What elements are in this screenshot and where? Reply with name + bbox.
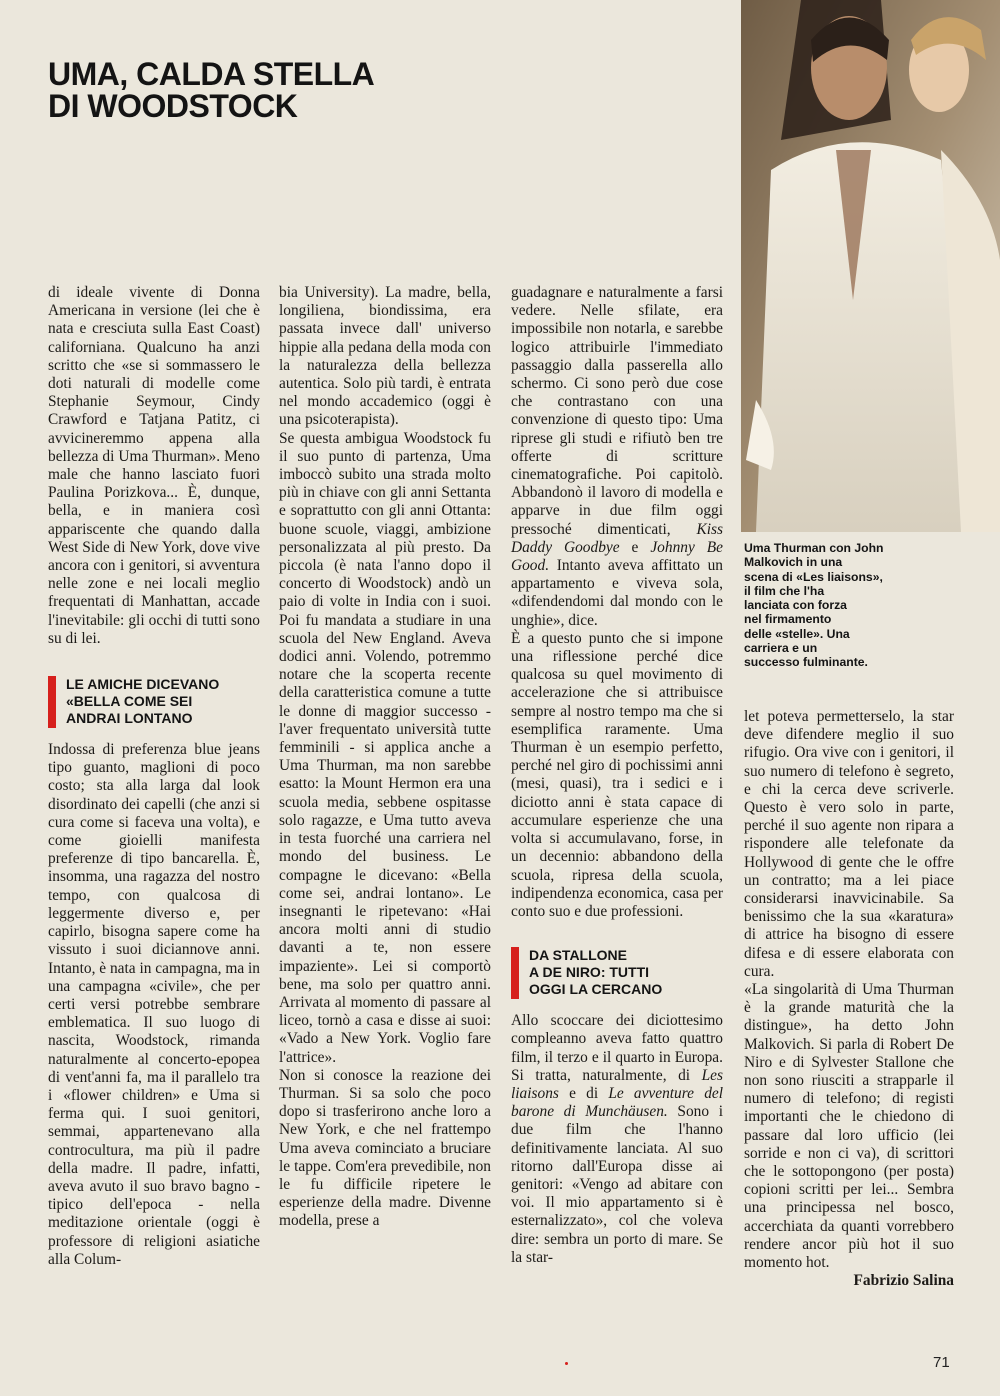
caption-line: nel firmamento bbox=[744, 612, 832, 627]
red-accent-bar bbox=[48, 676, 56, 728]
subheading-line: ANDRAI LONTANO bbox=[66, 710, 193, 727]
film-title: Kiss Daddy Goodbye bbox=[511, 520, 723, 556]
red-accent-bar bbox=[511, 947, 519, 999]
headline-line-1: UMA, CALDA STELLA bbox=[48, 56, 375, 92]
paragraph: let poteva permetterselo, la star deve difendere meglio il suo rifugio. Ora vive con i genitori, il suo numero di telefono è segreto, e chi la cerca deve scriverle. Questo è vero solo in parte, perché il suo agente non ripara a rispondere alle telefonate da Hollywood di gente che le offre un contratto; ma a lei piace considerarsi inavvicinabile. Sa benissimo che la sua «karatura» di attrice ha bisogno di essere difesa e di essere elaborata con cura. bbox=[744, 708, 954, 980]
text-run: Allo scoccare dei diciottesimo compleanno aveva fatto quattro film, il terzo e il quarto in Europa. Si tratta, naturalmente, di bbox=[511, 1012, 723, 1084]
caption-line: scena di «Les liaisons», bbox=[744, 569, 883, 584]
paragraph: Se questa ambigua Woodstock fu il suo punto di partenza, Uma imboccò subito una strada molto più in chiave con gli anni Settanta e soprattutto con gli anni Ottanta: buone scuole, viaggi, ambizione personalizzata al più presto. Da piccola (è nata l'anno dopo il concerto di Woodstock) andò un paio di volte in India con i suoi. Poi fu mandata a studiare in una scuola del New England. Aveva dodici anni. Volendo, potremmo notare che la scoperta recente della caratteristica comune a tutte le donne di maggior successo - l'aver frequentato università tutte femminili - si applica anche a Uma Thurman, ma non sarebbe esatto: la Mount Hermon era una scuola media, sebbene ospitasse solo ragazze, e Uma tutto aveva in testa fuorché una carriera nel mondo del business. Le compagne le dicevano: «Bella come sei, andrai lontano». Le insegnanti le ripetevano: «Hai ancora molti anni di studio davanti a te, non essere impaziente». Lei si comportò bene, ma solo per quattro anni. Arrivata al momento di passare al liceo, tornò a casa e disse ai suoi: «Vado a New York. Voglio fare l'attrice». bbox=[279, 429, 491, 1066]
text-run: Intanto aveva affittato un appartamento e viveva sola, «difendendomi dal mondo con le unghie», dice. bbox=[511, 557, 723, 629]
page-number: 71 bbox=[933, 1354, 950, 1371]
subheading-line: A DE NIRO: TUTTI bbox=[529, 964, 650, 981]
headline-line-2: DI WOODSTOCK bbox=[48, 88, 298, 124]
paragraph: Non si conosce la reazione dei Thurman. Si sa solo che poco dopo si trasferirono anche loro a New York, e che nel frattempo Uma aveva cominciato a bruciare le tappe. Com'era prevedibile, non le fu difficile ripetere le esperienze della madre. Divenne modella, prese a bbox=[279, 1066, 491, 1230]
paragraph bbox=[511, 284, 723, 630]
article-photo bbox=[741, 0, 1000, 532]
text-run: e di bbox=[569, 1084, 599, 1102]
text-column-3 bbox=[511, 284, 723, 1267]
paragraph: di ideale vivente di Donna Americana in versione (lei che è nata e cresciuta sulla East Coast) californiana. Qualcuno ha anzi scritto che «se si sommassero le doti naturali di modelle come Stephanie Seymour, Cindy Crawford e Tatjana Patitz, ci avvicineremmo appena alla bellezza di Uma Thurman». Meno male che hanno lasciato fuori Paulina Porizkova... È, dunque, bella, e in maniera così appariscente che quando dalla West Side di New York, dove vive ancora con i genitori, si avventura nelle zone e nei locali meglio frequentati di Manhattan, accade l'inevitabile: gli occhi di tutti sono su di lei. bbox=[48, 284, 260, 647]
film-title: Les liaisons bbox=[511, 1066, 723, 1102]
subheading-1 bbox=[48, 676, 260, 727]
text-column-1 bbox=[48, 284, 260, 1269]
headline bbox=[48, 58, 688, 122]
caption-line: Uma Thurman con John bbox=[744, 541, 884, 555]
film-title: Le avventure del barone di Munchäusen. bbox=[511, 1084, 723, 1121]
print-mark bbox=[565, 1362, 568, 1365]
caption-line: delle «stelle». Una bbox=[744, 626, 850, 641]
text-run: Sono i due film che l'hanno definitivamente lanciata. Al suo ritorno dall'Europa disse ai genitori: «Vengo ad abitare con voi. Il mio appartamento si è esternalizzato», col che voleva dire: sembra un porto di mare. Se la star- bbox=[511, 1103, 723, 1266]
text-column-4 bbox=[744, 708, 954, 1291]
subheading-line: DA STALLONE bbox=[529, 947, 627, 964]
paragraph: bia University). La madre, bella, longiliena, biondissima, era passata invece dall' universo hippie alla pedana della moda con la naturalezza della bellezza autentica. Solo più tardi, è entrata nel mondo accademico (oggi è una psicoterapista). bbox=[279, 284, 491, 429]
caption-line: carriera e un bbox=[744, 641, 818, 656]
caption-line: successo fulminante. bbox=[744, 655, 868, 670]
subheading-line: OGGI LA CERCANO bbox=[529, 981, 663, 998]
photo-illustration bbox=[741, 0, 1000, 532]
film-title: Johnny Be Good. bbox=[511, 538, 723, 575]
paragraph: «La singolarità di Uma Thurman è la grande maturità che la distingue», ha detto John Malkovich. Si parla di Robert De Niro e di Sylvester Stallone che non sono riusciti a strapparle il numero di telefono; di registi importanti che le chiedono di passare dal loro ufficio (lei sorride e non ci va), di scrittori che le sottopongono (per posta) copioni scritti per lei... Sembra una principessa nel bosco, accerchiata da quanti vorrebbero rendere ancor più hot il suo momento hot. bbox=[744, 981, 954, 1272]
caption-line: Malkovich in una bbox=[744, 555, 843, 570]
caption-line: il film che l'ha bbox=[744, 583, 825, 598]
paragraph bbox=[511, 1012, 723, 1267]
paragraph: Indossa di preferenza blue jeans tipo guanto, maglioni di poco costo; sta alla larga dal look disordinato dei capelli (che anzi si cura come si faceva una volta), e come gioielli manifesta preferenze di tipo bancarella. È, insomma, una ragazza del nostro tempo, con qualcosa di leggermente diverso e, per capirlo, bisogna sapere come ha vissuto i suoi diciannove anni. Intanto, è nata in campagna, ma in una campagna «civile», che per certi versi potrebbe sembrare emblematica. Il suo luogo di nascita, Woodstock, rimanda naturalmente al concerto-epopea di vent'anni fa, ma il parallelo tra i «flower children» e Uma si ferma qui. I suoi genitori, semmai, appartenevano alla controcultura, ma più il padre della madre. Il padre, infatti, aveva avuto il suo bravo bagno - tipico dell'epoca - nella meditazione orientale (oggi è professore di religioni asiatiche alla Colum- bbox=[48, 741, 260, 1268]
text-run: guadagnare e naturalmente a farsi vedere. Nelle sfilate, era impossibile non notarla, e sarebbe logico attribuirle l'immediato passaggio dalla passerella allo schermo. Ci sono però due cose che contrastano con una convenzione di questo tipo: Uma riprese gli studi e rifiutò ben tre offerte di scritture cinematografiche. Poi capitolò. Abbandonò il lavoro di modella e apparve in due film oggi pressoché dimenticati, bbox=[511, 284, 723, 538]
subheading-line: LE AMICHE DICEVANO bbox=[66, 676, 220, 693]
subheading-2 bbox=[511, 947, 723, 998]
photo-caption bbox=[744, 541, 944, 670]
paragraph: È a questo punto che si impone una riflessione perché dice qualcosa su quel movimento di accelerazione che si attribuisce sempre al nostro tempo ma che si esemplifica raramente. Uma Thurman è un esempio perfetto, perché nel giro di pochissimi anni (mesi, quasi), tra i sedici e i diciotto anni è stata capace di accumulare esperienze che una volta si accumulavano, forse, in un decennio: abbandono della scuola, ripresa della scuola, indipendenza economica, casa per conto suo e due professioni. bbox=[511, 629, 723, 920]
author-byline: Fabrizio Salina bbox=[853, 1272, 954, 1290]
caption-line: lanciata con forza bbox=[744, 598, 847, 613]
text-column-2 bbox=[279, 284, 491, 1231]
text-run: e bbox=[631, 538, 639, 556]
subheading-line: «BELLA COME SEI bbox=[66, 693, 193, 710]
